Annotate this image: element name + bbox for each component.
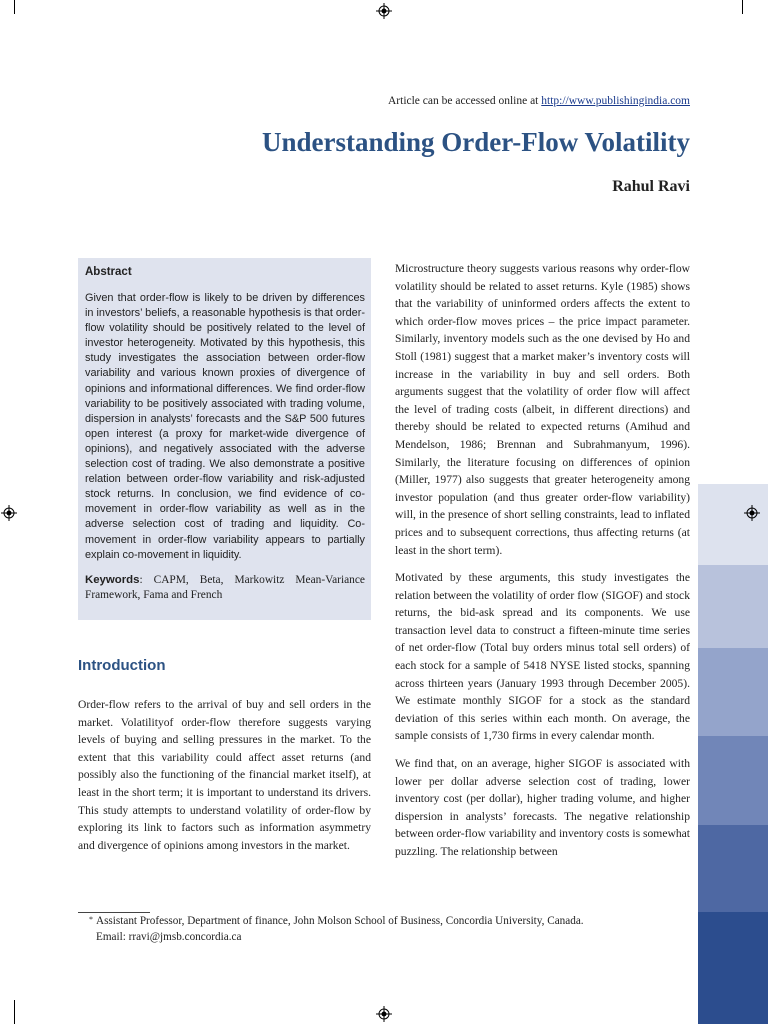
footnote-affiliation: Assistant Professor, Department of finance, John Molson School of Business, Concordia University, Canada.	[96, 915, 584, 927]
footnote	[89, 913, 656, 945]
keywords-line	[85, 573, 365, 603]
publisher-link[interactable]: http://www.publishingindia.com	[541, 95, 690, 107]
color-strip-2	[698, 565, 768, 648]
registration-mark-left-icon	[1, 505, 17, 521]
abstract-body: Given that order-flow is likely to be driven by differences in investors’ beliefs, a reasonable hypothesis is that order-flow volatility should be positively related to the level of investor heterogeneity. Motivated by this hypothesis, this study investigates the association between order-flow variability and various known proxies of divergence of opinions and informational differences. We find order-flow variability to be positively associated with trading volume, dispersion in analysts’ forecasts and the S&P 500 futures open interest (a proxy for market-wide divergence of opinions), and negatively associated with the adverse selection cost of trading. We also demonstrate a positive relation between order-flow variability and risk-adjusted stock returns. In conclusion, we find evidence of co-movement in order-flow variability as well as in the adverse selection cost of trading and liquidity. Co-movement in order-flow variability appears to partially explain co-movement in liquidity.	[85, 292, 365, 561]
left-column	[78, 696, 371, 854]
right-paragraph-3: We find that, on an average, higher SIGOF is associated with lower per dollar adverse selection cost of trading, lower inventory cost (per dollar), higher trading volume, and higher dispersion in analysts’ forecasts. The negative relationship between order-flow variability and inventory costs is somewhat puzzling. The relationship between	[395, 757, 691, 858]
color-strip-6	[698, 912, 768, 1024]
crop-mark-top-left	[14, 0, 15, 14]
registration-mark-top-icon	[376, 3, 392, 19]
access-text: Article can be accessed online at	[387, 95, 542, 107]
crop-mark-bottom-left	[14, 1000, 15, 1024]
right-paragraph-2: Motivated by these arguments, this study investigates the relation between the volatility of order flow (SIGOF) and stock returns, the bid-ask spread and its components. We use transaction level data to construct a fifteen-minute time series of net order-flow (Total buy orders minus total sell orders) of each stock for a sample of 5418 NYSE listed stocks, spanning across thirteen years (January 1993 through December 2005). We estimate monthly SIGOF for a stock as the standard deviation of this series within each month. On average, the sample consists of 1,730 firms in every calendar month.	[395, 571, 690, 743]
article-access-line	[200, 95, 690, 107]
registration-mark-bottom-icon	[376, 1006, 392, 1022]
keywords-text: : CAPM, Beta, Markowitz Mean-Variance Framework, Fama and French	[85, 573, 365, 601]
abstract-box	[78, 258, 371, 620]
footnote-marker: *	[89, 915, 93, 924]
abstract-heading: Abstract	[85, 266, 132, 278]
color-strip-4	[698, 736, 768, 825]
footnote-email: Email: rravi@jmsb.concordia.ca	[96, 931, 242, 943]
right-column	[395, 260, 690, 871]
color-strip-1	[698, 484, 768, 565]
right-paragraph-1: Microstructure theory suggests various reasons why order-flow volatility should be related to asset returns. Kyle (1985) shows that the variability of uninformed orders affects the extent to which order-flow moves prices – the price impact parameter. Similarly, inventory models such as the one devised by Ho and Stoll (1981) suggest that a market maker’s inventory costs will increase in the variability in buy and sell orders. Both arguments suggest that the volatility of order flow will affect the level of trading costs (albeit, in different directions) and thereby should be related to expected returns (Amihud and Mendelson, 1986; Brennan and Subrahmanyum, 1996). Similarly, the literature focusing on differences of opinion (Miller, 1977) also suggests that greater heterogeneity among investor population (and thus greater order-flow variability) will, in the presence of short selling constraints, lead to inflated prices and to subsequent corrections, thus affecting returns (at least in the short term).	[395, 262, 690, 557]
crop-mark-top-right	[742, 0, 743, 14]
color-strip-3	[698, 648, 768, 736]
keywords-label: Keywords	[85, 573, 140, 586]
author-name: Rahul Ravi	[612, 178, 690, 195]
registration-mark-right-icon	[744, 505, 760, 521]
article-title: Understanding Order-Flow Volatility	[261, 127, 690, 157]
introduction-heading: Introduction	[78, 657, 166, 674]
color-strip-5	[698, 825, 768, 912]
introduction-paragraph: Order-flow refers to the arrival of buy and sell orders in the market. Volatilityof order-flow therefore suggests varying levels of buying and selling pressures in the market. To the extent that this variability could affect asset returns (and possibly also the functioning of the financial market itself), at least in the short term; it is important to understand its drivers. This study attempts to understand volatility of order-flow by exploring its link to factors such as information asymmetry and divergence of opinions among investors in the market.	[78, 698, 371, 852]
